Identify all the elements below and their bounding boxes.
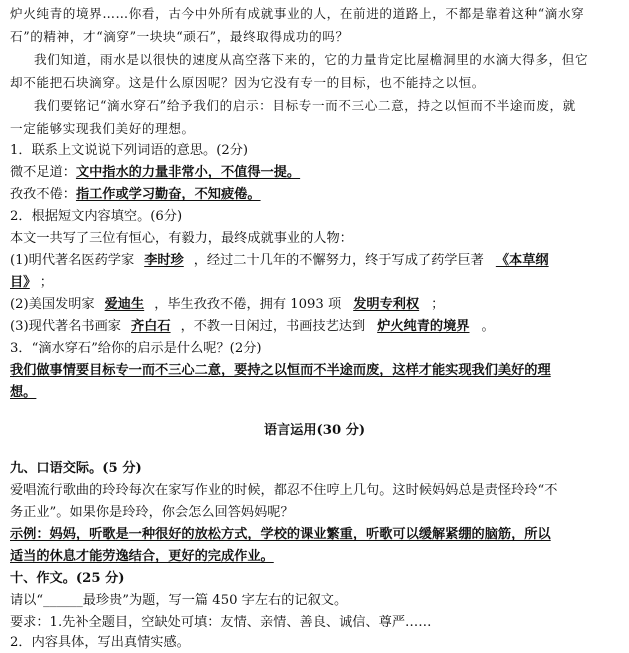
- question-10-heading: 十、作文。(25 分): [10, 571, 125, 586]
- title-blank: ______: [43, 593, 83, 608]
- answer-text: 李时珍: [144, 253, 184, 268]
- passage-line: 我们知道，雨水是以很快的速度从高空落下来的，它的力量肯定比屋檐洞里的水滴大得多，但它: [34, 52, 589, 67]
- sentence-text: (3)现代著名书画家: [10, 319, 121, 334]
- fill-in-sentence-2: [10, 295, 621, 315]
- passage-line: 一定能够实现我们美好的理想。: [10, 121, 195, 136]
- question-3-answer: 我们做事情要目标专一而不三心二意，要持之以恒而不半途而废，这样才能实现我们美好的理: [10, 363, 551, 378]
- sentence-text: (1)明代著名医药学家: [10, 253, 135, 268]
- question-9-answer: 适当的休息才能劳逸结合，更好的完成作业。: [10, 549, 274, 564]
- sentence-text: (2)美国发明家: [10, 297, 95, 312]
- fill-in-sentence-3: [10, 317, 621, 337]
- answer-text: 发明专利权: [353, 297, 420, 312]
- question-10-requirement: 要求：1.先补全题目，空缺处可填：友情、亲情、善良、诚信、尊严……: [10, 615, 432, 630]
- prompt-text: 最珍贵”为题，写一篇 450 字左右的记叙文。: [82, 593, 348, 608]
- sentence-text: ；: [431, 297, 445, 312]
- term-label: 微不足道：: [10, 165, 76, 180]
- question-10-requirement: 2．内容具体，写出真情实感。: [10, 635, 190, 650]
- sentence-text: ；: [39, 275, 53, 290]
- fill-in-sentence-1: [10, 251, 621, 271]
- passage-line: 却不能把石块滴穿。这是什么原因呢？因为它没有专一的目标，也不能持之以恒。: [10, 75, 485, 90]
- question-9-text: 务正业”。如果你是玲玲，你会怎么回答妈妈呢？: [10, 505, 294, 520]
- question-10-prompt: [10, 591, 621, 611]
- passage-line: 石”的精神，才“滴穿”一块块“顽石”，最终取得成功的吗？: [10, 29, 349, 44]
- prompt-text: 请以“: [10, 593, 44, 608]
- question-2-intro: 本文一共写了三位有恒心，有毅力，最终成就事业的人物：: [10, 231, 353, 246]
- question-1-prompt: 1．联系上文说说下列词语的意思。(2分): [10, 143, 249, 158]
- section-title: 语言运用(30 分): [263, 423, 366, 438]
- answer-text: 目》: [10, 275, 30, 290]
- sentence-text: ，毕生孜孜不倦，拥有 1093 项: [154, 297, 342, 312]
- passage-line: 我们要铭记“滴水穿石”给予我们的启示：目标专一而不三心二意，持之以恒而不半途而废，就: [34, 98, 576, 113]
- answer-text: 齐白石: [131, 319, 171, 334]
- question-1-item: [10, 185, 621, 205]
- question-2-prompt: 2．根据短文内容填空。(6分): [10, 209, 183, 224]
- answer-text: 爱迪生: [104, 297, 145, 312]
- question-9-text: 爱唱流行歌曲的玲玲每次在家写作业的时候，都忍不住哼上几句。这时候妈妈总是责怪玲玲“不: [10, 483, 558, 498]
- question-9-answer: 示例：妈妈，听歌是一种很好的放松方式，学校的课业繁重，听歌可以缓解紧绷的脑筋，所以: [10, 527, 551, 542]
- answer-text: 指工作或学习勤奋，不知疲倦。: [75, 187, 261, 202]
- answer-text: 《本草纲: [495, 253, 549, 268]
- question-3-prompt: 3．“滴水穿石”给你的启示是什么呢？(2分): [10, 341, 262, 356]
- passage-line: 炉火纯青的境界……你看，古今中外所有成就事业的人，在前进的道路上，不都是靠着这种“滴水穿: [10, 6, 585, 21]
- answer-text: 文中指水的力量非常小，不值得一提。: [75, 165, 301, 180]
- fill-in-sentence-1-cont: [10, 273, 621, 293]
- question-3-answer: 想。: [10, 385, 37, 400]
- term-label: 孜孜不倦：: [10, 187, 76, 202]
- sentence-text: ，不教一日闲过，书画技艺达到: [180, 319, 366, 334]
- sentence-text: 。: [481, 319, 495, 334]
- sentence-text: ，经过二十几年的不懈努力，终于写成了药学巨著: [193, 253, 484, 268]
- question-9-heading: 九、口语交际。(5 分): [10, 461, 142, 476]
- question-1-item: [10, 163, 621, 183]
- answer-text: 炉火纯青的境界: [377, 319, 470, 334]
